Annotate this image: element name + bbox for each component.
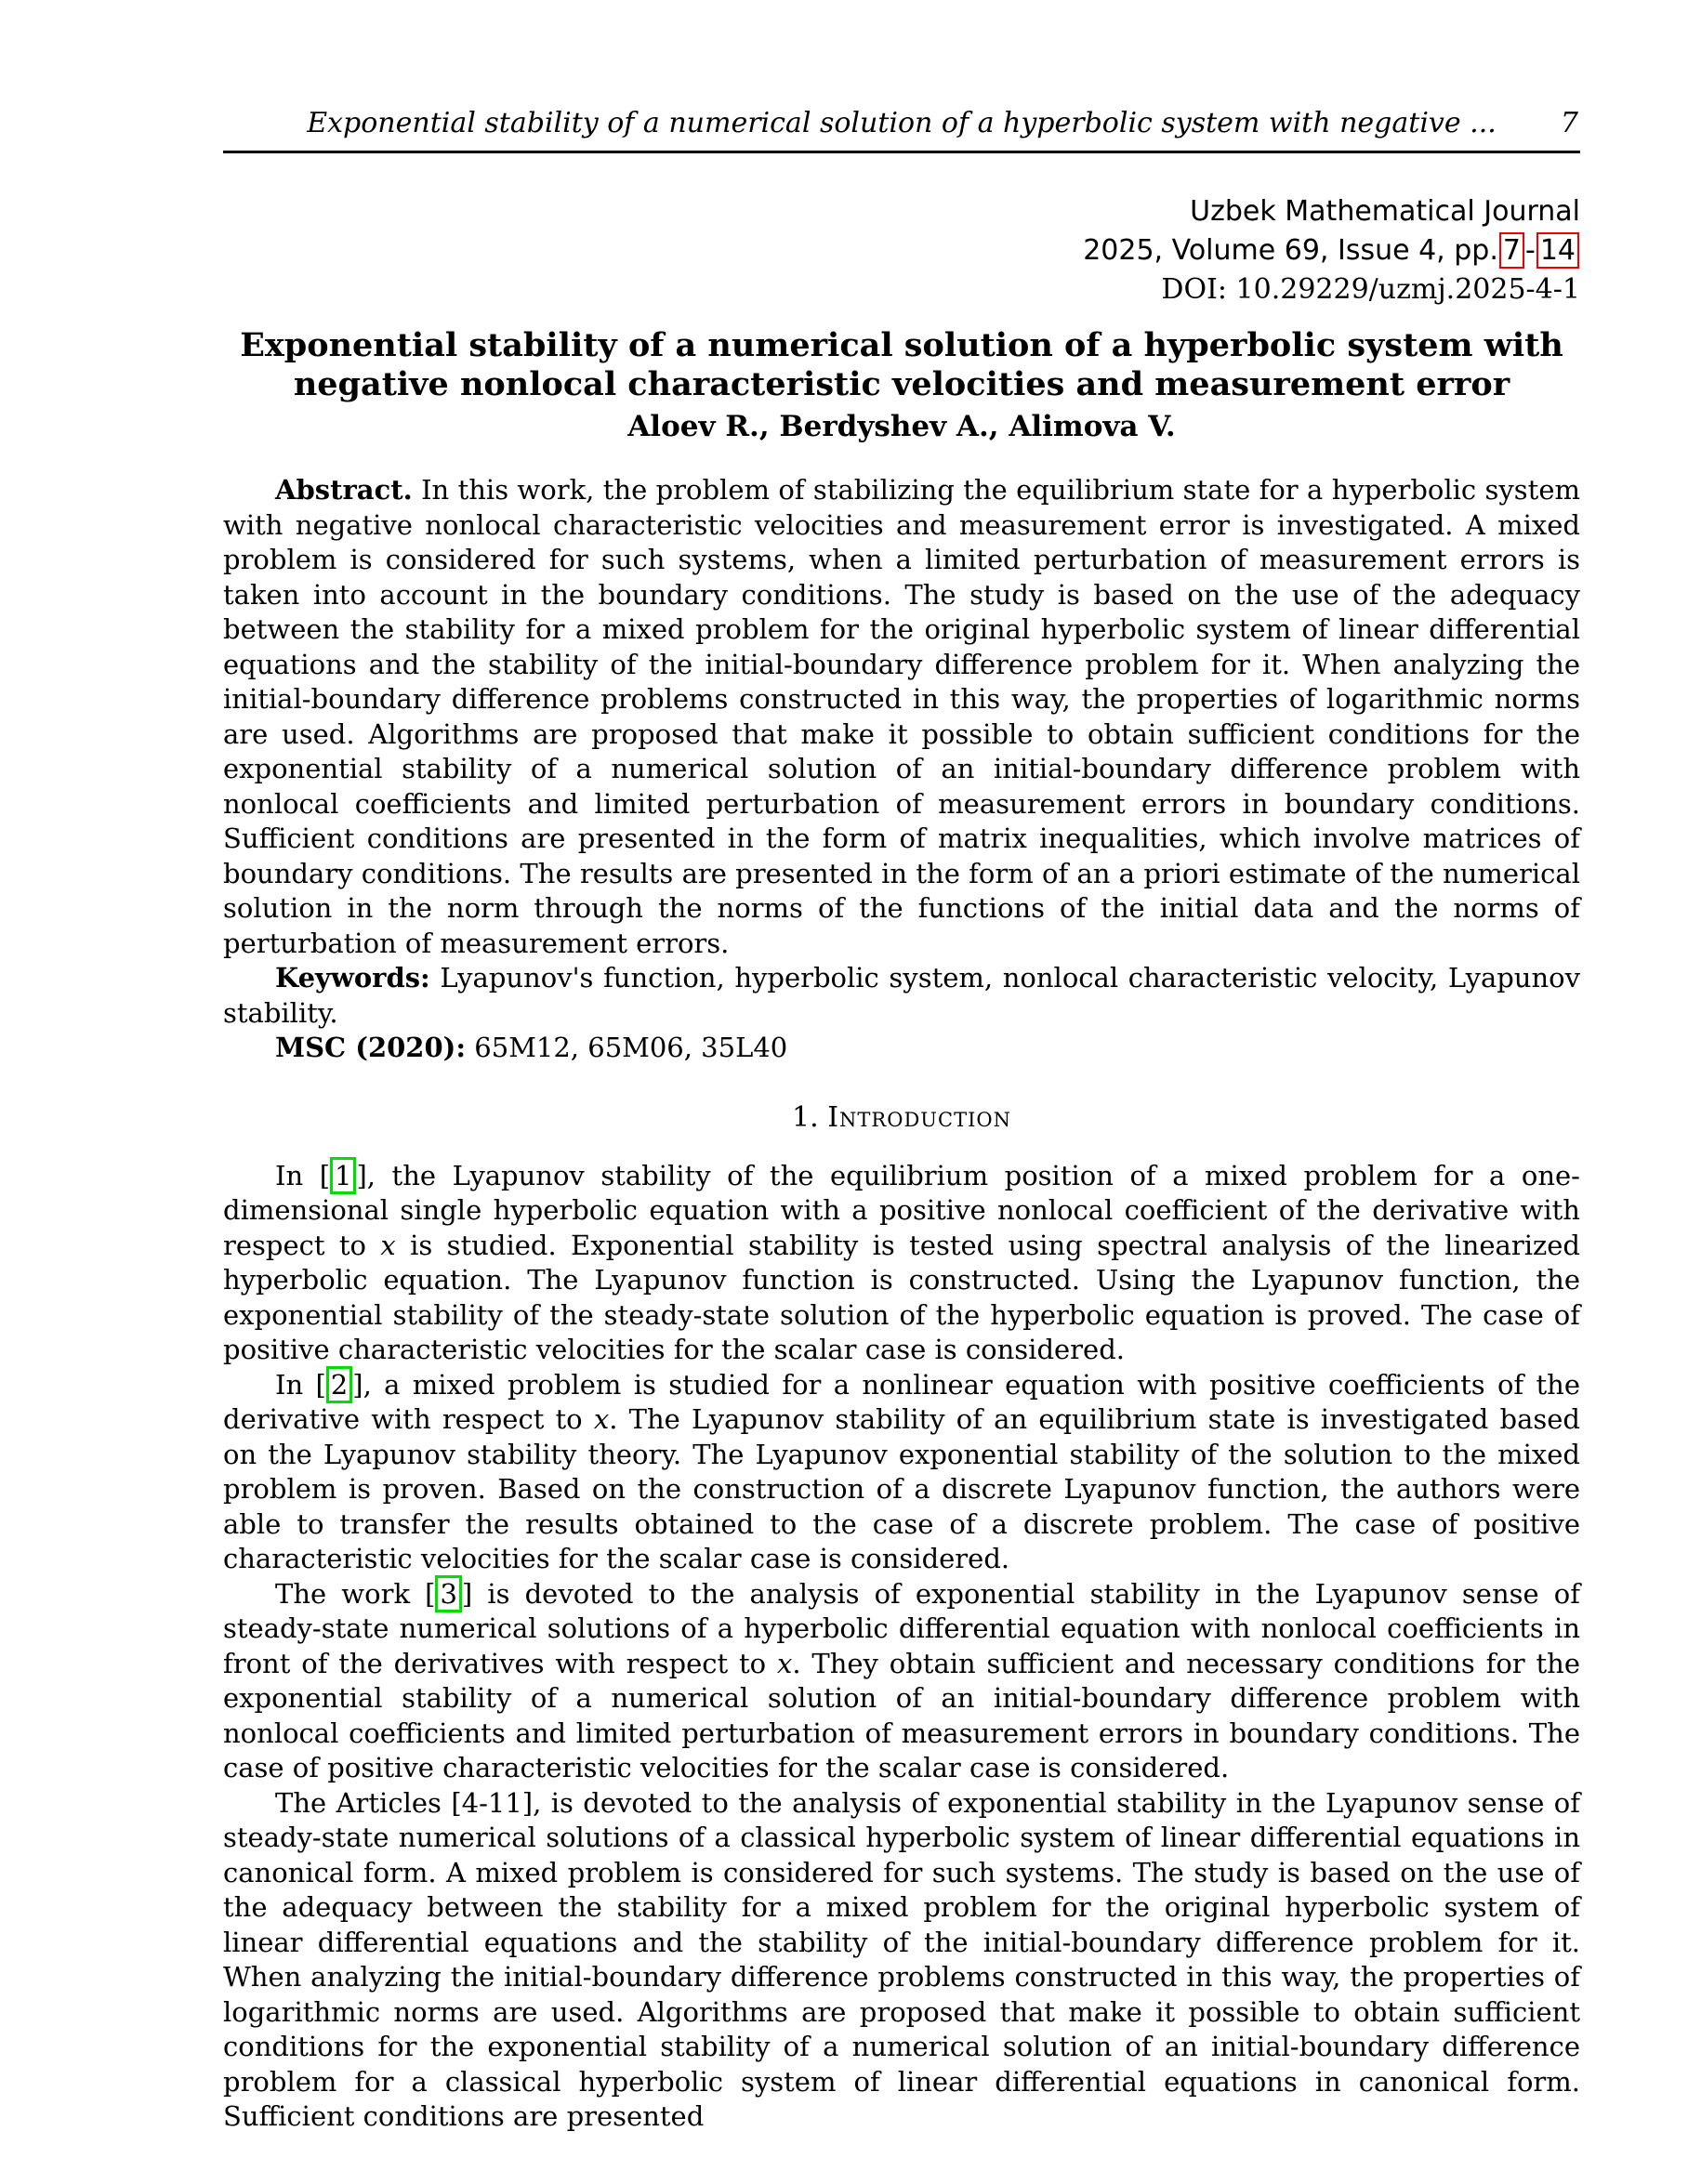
citation-link[interactable]: 3 [435, 1575, 461, 1612]
citation-link[interactable]: 1 [330, 1157, 356, 1194]
text-run: In [ [275, 1368, 326, 1401]
header-page-number: 7 [1560, 107, 1578, 139]
journal-name: Uzbek Mathematical Journal [1190, 195, 1580, 228]
intro-paragraph-3 [223, 1577, 1580, 1786]
math-variable: x [380, 1229, 396, 1261]
text-run: ], a mixed problem is studied for a nonlinear equation with positive coefficients of the derivative with respect to [223, 1368, 1580, 1435]
paragraph-label: MSC (2020): [275, 1032, 467, 1063]
citation-link[interactable]: 2 [326, 1366, 352, 1403]
intro-paragraph-1 [223, 1159, 1580, 1368]
intro-paragraph-4 [223, 1786, 1580, 2135]
keywords-paragraph [223, 961, 1580, 1031]
text-run: In this work, the problem of stabilizing the equilibrium state for a hyperbolic system with negative nonlocal characteristic velocities and measurement error is investigated. A mixed problem is considered for such systems, when a limited perturbation of measurement errors is taken into account in the boundary conditions. The study is based on the use of the adequacy between the stability for a mixed problem for the original hyperbolic system of linear differential equations and the stability of the initial-boundary difference problem for it. When analyzing the initial-boundary difference problems constructed in this way, the properties of logarithmic norms are used. Algorithms are proposed that make it possible to obtain sufficient conditions for the exponential stability of a numerical solution of an initial-boundary difference problem with nonlocal coefficients and limited perturbation of measurement errors in boundary conditions. Sufficient conditions are presented in the form of matrix inequalities, which involve matrices of boundary conditions. The results are presented in the form of an a priori estimate of the numerical solution in the norm through the norms of the functions of the initial data and the norms of perturbation of measurement errors. [223, 474, 1580, 959]
math-variable: x [776, 1647, 793, 1679]
text-run: is studied. Exponential stability is tested using spectral analysis of the linearized hyperbolic equation. The Lyapunov function is constructed. Using the Lyapunov function, the exponential stability of the steady-state solution of the hyperbolic equation is proved. The case of positive characteristic velocities for the scalar case is considered. [223, 1229, 1580, 1365]
running-head [223, 108, 1580, 153]
journal-doi: DOI: 10.29229/uzmj.2025-4-1 [1161, 273, 1580, 306]
page-range-link[interactable]: 14 [1536, 232, 1579, 269]
math-variable: x [593, 1403, 610, 1435]
text-run: 65M12, 65M06, 35L40 [466, 1032, 788, 1063]
text-run: The work [ [275, 1577, 436, 1610]
text-run: . The Lyapunov stability of an equilibrium state is investigated based on the Lyapunov stability theory. The Lyapunov exponential stability of the solution to the mixed problem is proven. Based on the construction of a discrete Lyapunov function, the authors were able to transfer the results obtained to the case of a discrete problem. The case of positive characteristic velocities for the scalar case is considered. [223, 1403, 1580, 1574]
journal-issue-line [223, 231, 1580, 270]
text-run: Lyapunov's function, hyperbolic system, nonlocal characteristic velocity, Lyapunov stability. [223, 962, 1580, 1029]
abstract-paragraph [223, 473, 1580, 961]
page-content [223, 0, 1580, 2135]
paragraph-label: Keywords: [275, 962, 430, 993]
text-run: The Articles [4-11], is devoted to the analysis of exponential stability in the Lyapunov sense of steady-state numerical solutions of a classical hyperbolic system of linear differential equations in canonical form. A mixed problem is considered for such systems. The study is based on the use of the adequacy between the stability for a mixed problem for the original hyperbolic system of linear differential equations and the stability of the initial-boundary difference problem for it. When analyzing the initial-boundary difference problems constructed in this way, the properties of logarithmic norms are used. Algorithms are proposed that make it possible to obtain sufficient conditions for the exponential stability of a numerical solution of an initial-boundary difference problem for a classical hyperbolic system of linear differential equations in canonical form. Sufficient conditions are presented [223, 1786, 1580, 2132]
text-run: ], the Lyapunov stability of the equilibrium position of a mixed problem for a one-dimensional single hyperbolic equation with a positive nonlocal coefficient of the derivative with respect to [223, 1159, 1580, 1261]
msc-paragraph [223, 1031, 1580, 1066]
text-run: . They obtain sufficient and necessary conditions for the exponential stability of a numerical solution of an initial-boundary difference problem with nonlocal coefficients and limited perturbation of measurement errors in boundary conditions. The case of positive characteristic velocities for the scalar case is considered. [223, 1647, 1580, 1783]
text-run: ] is devoted to the analysis of exponential stability in the Lyapunov sense of steady-state numerical solutions of a hyperbolic differential equation with nonlocal coefficients in front of the derivatives with respect to [223, 1577, 1580, 1679]
section-heading-introduction [223, 1101, 1580, 1135]
article-title: Exponential stability of a numerical solution of a hyperbolic system with negative nonlocal characteristic velocities and measurement error [240, 326, 1563, 403]
page-range-link[interactable]: 7 [1499, 232, 1524, 269]
article-authors: Aloev R., Berdyshev A., Alimova V. [627, 410, 1176, 443]
paragraph-label: Abstract. [275, 474, 413, 506]
running-title: Exponential stability of a numerical solution of a hyperbolic system with negative ... [307, 107, 1497, 139]
text-run: In [ [275, 1159, 331, 1191]
intro-paragraph-2 [223, 1368, 1580, 1577]
text-run: - [1524, 234, 1536, 267]
text-run: 2025, Volume 69, Issue 4, pp. [1083, 234, 1498, 267]
section-title: Introduction [827, 1100, 1011, 1134]
journal-info-block [223, 192, 1580, 309]
section-number: 1. [792, 1100, 819, 1134]
